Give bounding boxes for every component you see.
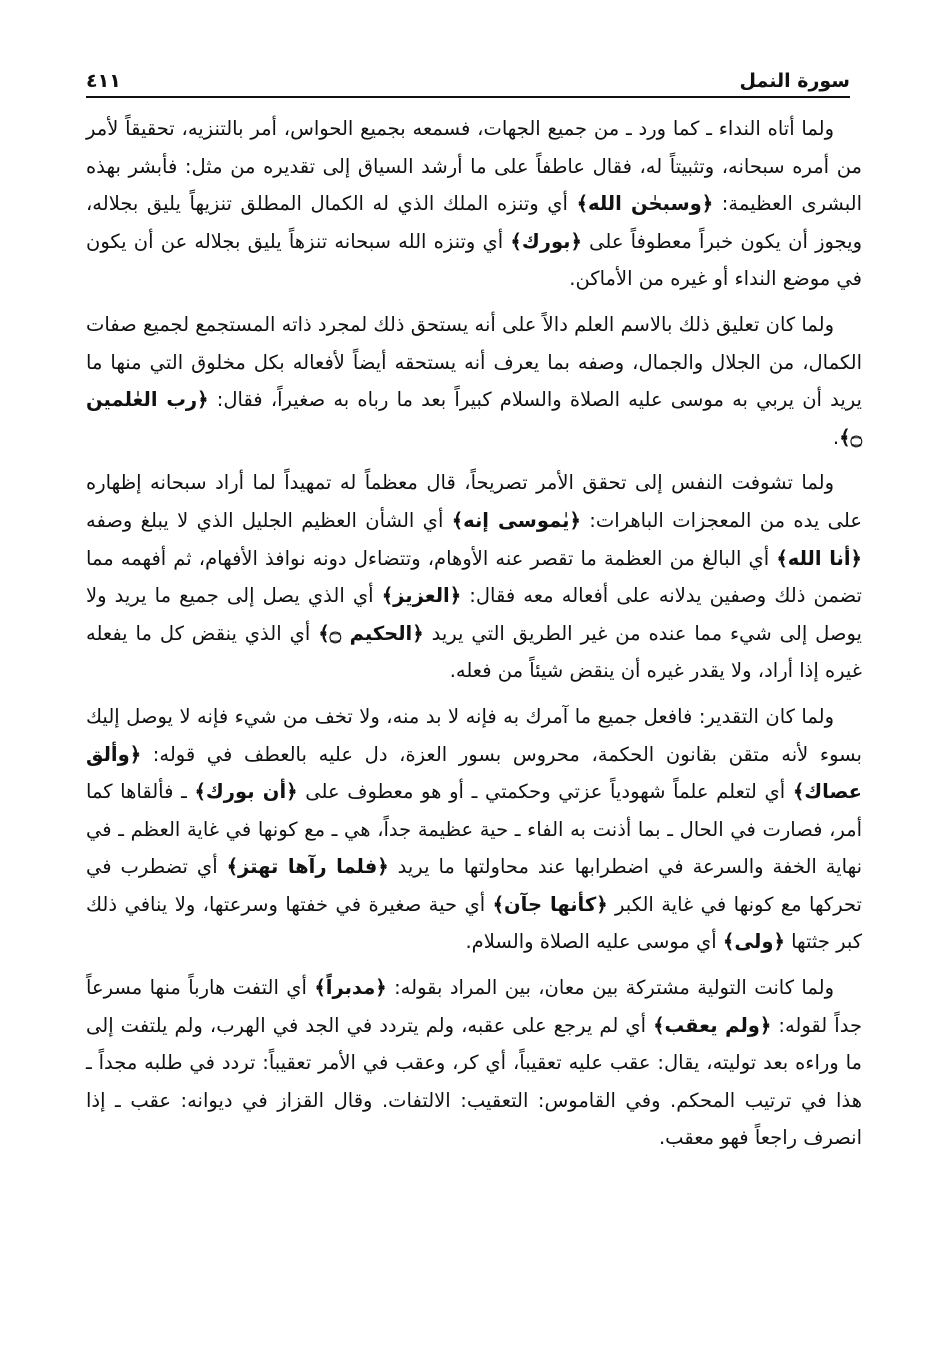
paragraph: [86, 110, 862, 298]
quran-quote: ﴿وسبحٰن الله﴾: [576, 192, 714, 216]
commentary-text: ـ فألقاها كما أمر، فصارت في الحال ـ بما أذنت به الفاء ـ حية عظيمة جداً، هي ـ مع كونها في غاية العظم ـ في نهاية الخفة والسرعة في اضطرابها عند محاولتها ما يريد: [86, 780, 863, 879]
quran-quote: ﴿فلما رآها تهتز﴾: [226, 855, 389, 879]
paragraph: [86, 969, 862, 1157]
commentary-text: أي وتنزه الله سبحانه تنزهاً يليق بجلاله عن أن يكون في موضع النداء أو غيره من الأماكن.: [86, 229, 862, 291]
quran-quote: ﴿ولم يعقب﴾: [653, 1013, 772, 1037]
commentary-text: ولما تشوفت النفس إلى تحقق الأمر تصريحاً، قال معظماً له تمهيداً لما أراد سبحانه إظهاره على يده من المعجزات الباهرات:: [86, 471, 862, 532]
quran-quote: ﴿ولى﴾: [722, 930, 785, 954]
commentary-text: ولما أتاه النداء ـ كما ورد ـ من جميع الجهات، فسمعه بجميع الحواس، أمر بالتنزيه، تحقيقاً لأمر من أمره سبحانه، وتثبيتاً له، فقال عاطفاً على ما أرشد السياق إلى تقديره من مثل: فأبشر بهذه البشرى العظيمة:: [86, 117, 862, 216]
quran-quote: ﴿وألق عصاك﴾: [86, 742, 862, 804]
quran-quote: ﴿كأنها جآن﴾: [492, 892, 608, 916]
commentary-text: أي موسى عليه الصلاة والسلام.: [465, 930, 723, 954]
commentary-text: ولما كان تعليق ذلك بالاسم العلم دالاً على أنه يستحق ذلك لمجرد ذاته المستجمع لجميع صفات الكمال، من الجلال والجمال، وصفه بما يعرف أنه يستحقه أيضاً لأفعاله بكل مخلوق التي منها ما يريد أن يربي به موسى عليه الصلاة والسلام كبيراً بعد ما رباه به صغيراً، فقال:: [86, 312, 862, 412]
commentary-text: أي لم يرجع على عقبه، ولم يتردد في الجد في الهرب، ولم يلتفت إلى ما وراءه بعد توليته، يقال: عقب عليه تعقيباً، أي كر، وعقب في الأمر تعقيباً: تردد في طلبه مجداً ـ هذا في ترتيب المحكم. وفي القاموس: التعقيب: الالتفات. وقال القزاز في ديوانه: عقب ـ إذا انصرف راجعاً فهو معقب.: [86, 1013, 862, 1150]
commentary-text: أي التفت هارباً منها مسرعاً جداً لقوله:: [86, 976, 862, 1037]
paragraph: [86, 698, 862, 961]
commentary-text: ولما كانت التولية مشتركة بين معان، بين المراد بقوله:: [386, 976, 835, 1000]
quran-quote: ﴿رب العٰلمين ۝﴾: [86, 388, 862, 449]
commentary-text: أي وتنزه الملك الذي له الكمال المطلق تنزيهاً يليق بجلاله، ويجوز أن يكون خبراً معطوفاً على: [86, 192, 862, 253]
commentary-text: .: [832, 425, 840, 449]
quran-quote: ﴿يٰموسى إنه﴾: [451, 508, 581, 532]
commentary-text: أي تضطرب في تحركها مع كونها في غاية الكبر: [86, 855, 862, 916]
commentary-text: أي الذي يصل إلى جميع ما يريد ولا يوصل إلى شيء مما عنده من غير الطريق التي يريد: [86, 584, 862, 645]
page-header: [86, 58, 850, 98]
paragraph: [86, 464, 862, 690]
commentary-text: أي الشأن العظيم الجليل الذي لا يبلغ وصفه: [86, 508, 452, 532]
commentary-text: أي البالغ من العظمة ما تقصر عنه الأوهام، وتتضاءل دونه نوافذ الأفهام، ثم أفهمه مما تضمن ذلك وصفين يدلانه على أفعاله معه فقال:: [86, 546, 862, 608]
page-body: [86, 110, 862, 1297]
commentary-text: ولما كان التقدير: فافعل جميع ما آمرك به فإنه لا بد منه، ولا تخف من شيء فإنه لا يوصل إليك بسوء لأنه متقن بقانون الحكمة، محروس بسور العزة، دل عليه بالعطف في قوله:: [86, 704, 862, 766]
commentary-text: أي لتعلم علماً شهودياً عزتي وحكمتي ـ أو هو معطوف على: [297, 780, 793, 804]
quran-quote: ﴿أن بورك﴾: [194, 780, 298, 804]
page-number: ٤١١: [86, 70, 121, 92]
surah-title: سورة النمل: [739, 70, 850, 92]
paragraph: [86, 306, 862, 456]
quran-quote: ﴿بورك﴾: [510, 229, 582, 253]
quran-quote: ﴿الحكيم ۝﴾: [318, 621, 424, 645]
quran-quote: ﴿أنا الله﴾: [776, 546, 862, 570]
commentary-text: أي الذي ينقض كل ما يفعله غيره إذا أراد، ولا يقدر غيره أن ينقض شيئاً من فعله.: [86, 621, 862, 683]
commentary-text: أي حية صغيرة في خفتها وسرعتها، ولا ينافي ذلك كبر جثتها: [86, 892, 862, 954]
quran-quote: ﴿العزيز﴾: [381, 584, 462, 608]
quran-quote: ﴿مدبراً﴾: [314, 976, 387, 1000]
